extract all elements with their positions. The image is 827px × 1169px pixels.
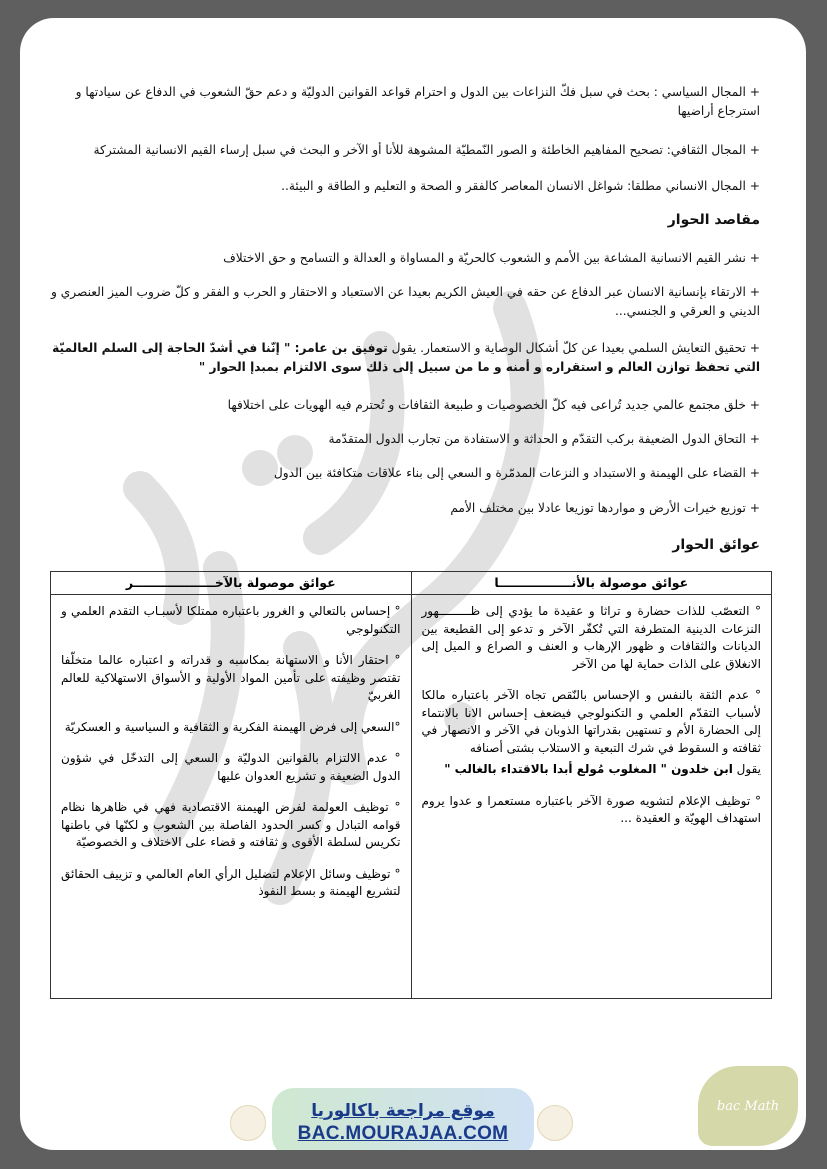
other-item: ° توظيف وسائل الإعلام لتضليل الرأي العام العالمي و تزييف الحقائق لتشريع الهيمنة و بسط النفوذ bbox=[61, 866, 401, 898]
site-banner[interactable] bbox=[272, 1088, 534, 1150]
quote-author: توفيق بن عامر bbox=[299, 341, 388, 355]
goal-dignity: + الارتقاء بإنسانية الانسان عبر الدفاع عن حقه في العيش الكريم بعيدا عن الاستعباد و الاحتقار و الحرب و الفقر و كلّ ضروب الميز العنصري و الديني و العرقي و الجنسي... bbox=[50, 285, 760, 318]
other-item: ° عدم الالتزام بالقوانين الدوليّة و السعي إلى التدخّل في شؤون الدول الضعيفة و تشريع العدوان عليها bbox=[61, 751, 401, 783]
paragraph-political: + المجال السياسي : بحث في سبل فكّ النزاعات بين الدول و احترام قواعد القوانين الدوليّة و دعم حقّ الشعوب في الدفاع عن سيادتها و استرجاع أراضيها bbox=[75, 85, 760, 118]
header-self: عوائق موصولة بالأنـــــــــــــــــا bbox=[411, 572, 772, 595]
goal-distribution: + توزيع خيرات الأرض و مواردها توزيعا عادلا بين مختلف الأمم bbox=[450, 501, 760, 515]
other-item: ° إحساس بالتعالي و الغرور باعتباره ممتلكا لأسبـاب التقدم العلمي و التكنولوجي bbox=[61, 604, 401, 636]
book-logo-icon bbox=[537, 1105, 573, 1141]
heading-goals: مقاصد الحوار bbox=[667, 212, 760, 228]
brand-logo-text: bac Math bbox=[716, 1098, 780, 1114]
obstacles-table bbox=[50, 571, 772, 999]
site-name-arabic[interactable]: موقع مراجعة باكالوريا bbox=[311, 1101, 495, 1121]
other-item: ° توظيف العولمة لفرض الهيمنة الاقتصادية فهي في ظاهرها نظام قوامه التبادل و كسر الحدود الفاصلة بين الشعوب و لكنّها في باطنها تكريس لسلطة الأقوى و ثقافته و قضاء على الاختلاف و الخصوصيّة bbox=[61, 800, 401, 849]
heading-obstacles: عوائق الحوار bbox=[672, 537, 760, 553]
self-item: ° توظيف الإعلام لتشويه صورة الآخر باعتباره مستعمرا و عدوا يروم استهداف الهويّة و العقيدة ... bbox=[421, 793, 761, 825]
self-item: ° التعصّب للذات حضارة و تراثا و عقيدة ما يؤدي إلى ظـــــــــهور النزعات الدينية المتطرفة التي تُكفّر الآخر و تدعو إلى القطيعة بين الديانات والثقافات و ظهور الإرهاب و العنف و الصراع و الميل إلى الانغلاق على الذات حماية لها من الآخر bbox=[421, 604, 761, 671]
paragraph-human: + المجال الانساني مطلقا: شواغل الانسان المعاصر كالفقر و الصحة و التعليم و الطاقة و البيئة.. bbox=[281, 179, 760, 193]
self-quote-text: " المغلوب مُولع أبدا بالاقتداء بالغالب " bbox=[444, 762, 672, 776]
quote-text: : " إنّنا في أشدّ الحاجة إلى السلم العالميّة التي تحفظ توازن العالم و استقراره و أمنه و ما من سبيل إلى ذلك سوى الالتزام بمبدإ الحوار " bbox=[52, 341, 760, 374]
self-quote-intro: يقول bbox=[732, 762, 761, 776]
self-quote bbox=[422, 761, 762, 779]
goal-coexistence bbox=[48, 339, 760, 377]
document-page bbox=[20, 18, 806, 1150]
brand-logo bbox=[698, 1066, 798, 1146]
book-logo-icon bbox=[230, 1105, 266, 1141]
goal-progress: + التحاق الدول الضعيفة بركب التقدّم و الحداثة و الاستفادة من تجارب الدول المتقدّمة bbox=[328, 432, 760, 446]
self-obstacles-cell bbox=[411, 595, 772, 999]
paragraph-cultural: + المجال الثقافي: تصحيح المفاهيم الخاطئة و الصور النّمطيّة المشوهة للأنا أو الآخر و البحث في سبل إرساء القيم الانسانية المشتركة bbox=[93, 143, 760, 157]
other-item: °السعي إلى فرض الهيمنة الفكرية و الثقافية و السياسية و العسكريّة bbox=[64, 719, 401, 734]
header-other: عوائق موصولة بالآخـــــــــــــــــــر bbox=[51, 572, 412, 595]
other-item: ° احتقار الأنا و الاستهانة بمكاسبه و قدراته و اعتباره عالما متخلّفا تقتصر وظيفته على تأمين المواد الأولية و الأسواق الاستهلاكية للعالم الغربيّ bbox=[61, 653, 401, 702]
other-obstacles-cell bbox=[51, 595, 412, 999]
site-url[interactable]: BAC.MOURAJAA.COM bbox=[297, 1123, 509, 1144]
self-item: ° عدم الثقة بالنفس و الإحساس بالنّقص تجاه الآخر باعتباره مالكا لأسباب التقدّم العلمي و التكنولوجي فيضعف إحساس الانا بالانتماء إلى الحضارة الأم و تستهين بقدراتها الذوبان في الآخر و الانصهار في ثقافته و السقوط في شرك التبعية و الاستلاب بشتى أصنافه bbox=[421, 688, 761, 755]
self-quote-author: ابن خلدون bbox=[671, 762, 733, 776]
goal-values: + نشر القيم الانسانية المشاعة بين الأمم و الشعوب كالحريّة و المساواة و العدالة و التسامح و حق الاختلاف bbox=[223, 251, 760, 265]
goal-anti-hegemony: + القضاء على الهيمنة و الاستبداد و النزعات المدمّرة و السعي إلى بناء علاقات متكافئة بين الدول bbox=[273, 466, 760, 480]
goal-world-society: + خلق مجتمع عالمي جديد تُراعى فيه كلّ الخصوصيات و طبيعة الثقافات و تُحترم فيه الهويات على اختلافها bbox=[227, 398, 760, 412]
goal-coexistence-text: + تحقيق التعايش السلمي بعيدا عن كلّ أشكال الوصاية و الاستعمار. يقول bbox=[387, 341, 760, 355]
